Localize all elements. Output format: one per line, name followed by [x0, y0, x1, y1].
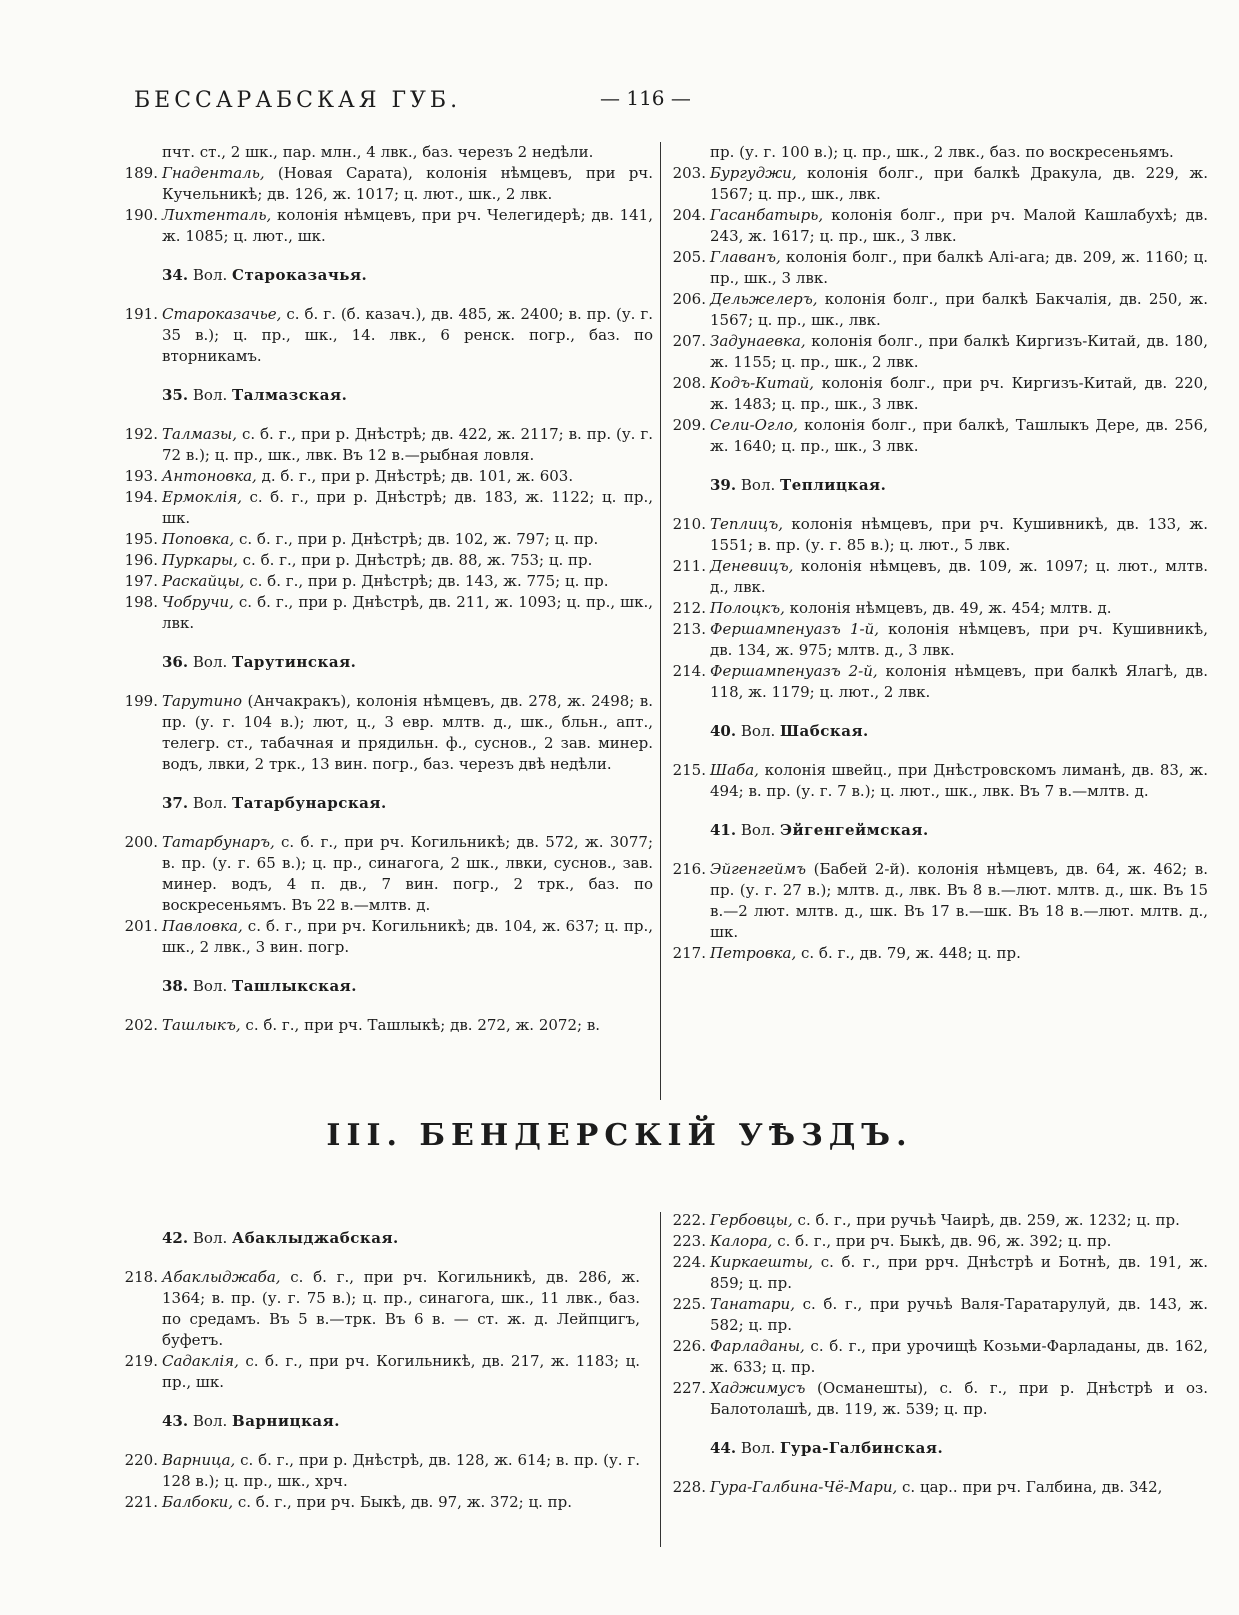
entry-number: 225. — [672, 1295, 706, 1313]
entry-text: с. б. г., дв. 79, ж. 448; ц. пр. — [796, 944, 1021, 962]
volost-number: 44. — [710, 1439, 737, 1457]
settlement-name: Кодъ-Китай, — [710, 374, 815, 392]
entry-number: 221. — [124, 1493, 158, 1511]
entry-number: 197. — [124, 572, 158, 590]
volost-heading — [120, 976, 653, 997]
column-top-left — [120, 142, 653, 1036]
volost-label: Вол. — [192, 1229, 228, 1247]
volost-number: 41. — [710, 821, 737, 839]
entry-number: 189. — [124, 164, 158, 182]
settlement-entry — [120, 691, 653, 775]
entry-text: с. б. г., при ррч. Днѣстрѣ и Ботнѣ, дв. 191, ж. 859; ц. пр. — [710, 1253, 1208, 1292]
settlement-name: Главанъ, — [710, 248, 781, 266]
entry-text: с. б. г., при ручьѣ Чаирѣ, дв. 259, ж. 1232; ц. пр. — [792, 1211, 1180, 1229]
settlement-name: Киркаешты, — [710, 1253, 814, 1271]
settlement-entry — [120, 487, 653, 529]
settlement-entry — [668, 598, 1208, 619]
entry-text: пр. (у. г. 100 в.); ц. пр., шк., 2 лвк., баз. по воскресеньямъ. — [710, 143, 1174, 161]
settlement-entry — [120, 1492, 640, 1513]
settlement-name: Шаба, — [710, 761, 759, 779]
entry-number: 216. — [672, 860, 706, 878]
settlement-entry — [668, 556, 1208, 598]
settlement-name: Фершампенуазъ 1-й, — [710, 620, 879, 638]
entry-number: 208. — [672, 374, 706, 392]
entry-text: с. б. г., при р. Днѣстрѣ; дв. 422, ж. 2117; в. пр. (у. г. 72 в.); ц. пр., шк., лвк. Въ 12 в.—рыбная ловля. — [162, 425, 653, 464]
entry-number: 223. — [672, 1232, 706, 1250]
entry-text: (Османешты), с. б. г., при р. Днѣстрѣ и оз. Балотолашѣ, дв. 119, ж. 539; ц. пр. — [710, 1379, 1208, 1418]
settlement-entry — [668, 205, 1208, 247]
entry-text: с. б. г., при р. Днѣстрѣ, дв. 128, ж. 614; в. пр. (у. г. 128 в.); ц. пр., шк., хрч. — [162, 1451, 640, 1490]
volost-number: 43. — [162, 1412, 189, 1430]
settlement-name: Ташлыкъ, — [162, 1016, 241, 1034]
volost-name: Ташлыкская. — [232, 977, 357, 995]
settlement-entry — [668, 1336, 1208, 1378]
settlement-entry — [668, 514, 1208, 556]
entry-text: с. цар.. при рч. Галбина, дв. 342, — [897, 1478, 1163, 1496]
entry-number: 228. — [672, 1478, 706, 1496]
settlement-entry — [668, 415, 1208, 457]
entry-text: пчт. ст., 2 шк., пар. млн., 4 лвк., баз. черезъ 2 недѣли. — [162, 143, 594, 161]
settlement-name: Староказачье, — [162, 305, 282, 323]
settlement-entry — [120, 163, 653, 205]
settlement-name: Варница, — [162, 1451, 236, 1469]
entry-text: с. б. г., при урочищѣ Козьми-Фарладаны, дв. 162, ж. 633; ц. пр. — [710, 1337, 1208, 1376]
settlement-name: Дельжелеръ, — [710, 290, 818, 308]
entry-text: с. б. г. (б. казач.), дв. 485, ж. 2400; в. пр. (у. г. 35 в.); ц. пр., шк., 14. лвк., 6 ренск. погр., баз. по вторникамъ. — [162, 305, 653, 365]
settlement-entry — [668, 289, 1208, 331]
settlement-name: Калора, — [710, 1232, 773, 1250]
entry-number: 219. — [124, 1352, 158, 1370]
volost-number: 38. — [162, 977, 189, 995]
settlement-entry — [120, 592, 653, 634]
entry-number: 218. — [124, 1268, 158, 1286]
volost-number: 35. — [162, 386, 189, 404]
entry-number: 206. — [672, 290, 706, 308]
entry-text: колонія болг., при балкѣ Алі-ага; дв. 209, ж. 1160; ц. пр., шк., 3 лвк. — [710, 248, 1208, 287]
entry-text: с. б. г., при рч. Когильникѣ; дв. 572, ж. 3077; в. пр. (у. г. 65 в.); ц. пр., синагога, 2 шк., лвки, суснов., зав. минер. водъ, 4 п. дв., 7 вин. погр., 2 трк., баз. по воскресеньямъ. Въ 22 в.—млтв. д. — [162, 833, 653, 914]
settlement-entry — [668, 760, 1208, 802]
settlement-name: Раскайцы, — [162, 572, 245, 590]
settlement-name: Талмазы, — [162, 425, 238, 443]
entry-number: 205. — [672, 248, 706, 266]
volost-name: Шабская. — [780, 722, 869, 740]
settlement-entry — [668, 1210, 1208, 1231]
settlement-entry — [120, 1351, 640, 1393]
entry-text: д. б. г., при р. Днѣстрѣ; дв. 101, ж. 603. — [256, 467, 574, 485]
volost-heading — [668, 1438, 1208, 1459]
volost-name: Тарутинская. — [232, 653, 357, 671]
settlement-name: Хаджимусъ — [710, 1379, 806, 1397]
settlement-entry — [120, 1015, 653, 1036]
page-number: — 116 — — [600, 86, 691, 110]
settlement-name: Гнаденталь, — [162, 164, 265, 182]
settlement-name: Сели-Огло, — [710, 416, 798, 434]
entry-number: 196. — [124, 551, 158, 569]
volost-name: Татарбунарская. — [232, 794, 387, 812]
volost-label: Вол. — [192, 266, 228, 284]
settlement-name: Балбоки, — [162, 1493, 234, 1511]
entry-number: 199. — [124, 692, 158, 710]
settlement-entry — [668, 331, 1208, 373]
entry-text: с. б. г., при ручьѣ Валя-Таратарулуй, дв. 143, ж. 582; ц. пр. — [710, 1295, 1208, 1334]
settlement-name: Теплицъ, — [710, 515, 783, 533]
volost-heading — [668, 721, 1208, 742]
entry-text: колонія швейц., при Днѣстровскомъ лиманѣ, дв. 83, ж. 494; в. пр. (у. г. 7 в.); ц. лют., шк., лвк. Въ 7 в.—млтв. д. — [710, 761, 1208, 800]
volost-heading — [668, 475, 1208, 496]
volost-name: Талмазская. — [232, 386, 348, 404]
entry-text: колонія болг., при балкѣ, Ташлыкъ Дере, дв. 256, ж. 1640; ц. пр., шк., 3 лвк. — [710, 416, 1208, 455]
settlement-name: Гербовцы, — [710, 1211, 793, 1229]
volost-label: Вол. — [192, 386, 228, 404]
entry-number: 200. — [124, 833, 158, 851]
volost-heading — [120, 793, 653, 814]
settlement-name: Полоцкъ, — [710, 599, 785, 617]
settlement-name: Павловка, — [162, 917, 243, 935]
column-divider-bottom — [660, 1212, 661, 1547]
entry-text: (Бабей 2-й). колонія нѣмцевъ, дв. 64, ж. 462; в. пр. (у. г. 27 в.); млтв. д., лвк. Въ 8 в.—лют. млтв. д., шк. Въ 15 в.—2 лют. млтв. д., шк. Въ 17 в.—шк. Въ 18 в.—лют. млтв. д., шк. — [710, 860, 1208, 941]
settlement-entry — [120, 571, 653, 592]
entry-number: 224. — [672, 1253, 706, 1271]
settlement-entry — [668, 163, 1208, 205]
volost-heading — [120, 652, 653, 673]
entry-number: 215. — [672, 761, 706, 779]
settlement-entry — [668, 247, 1208, 289]
settlement-entry — [668, 661, 1208, 703]
entry-text: с. б. г., при р. Днѣстрѣ; дв. 88, ж. 753; ц. пр. — [237, 551, 593, 569]
entry-number: 195. — [124, 530, 158, 548]
settlement-name: Деневицъ, — [710, 557, 794, 575]
entry-number: 222. — [672, 1211, 706, 1229]
entry-number: 204. — [672, 206, 706, 224]
entry-number: 198. — [124, 593, 158, 611]
entry-text: колонія болг., при балкѣ Бакчалія, дв. 250, ж. 1567; ц. пр., шк., лвк. — [710, 290, 1208, 329]
entry-text: колонія болг., при рч. Киргизъ-Китай, дв. 220, ж. 1483; ц. пр., шк., 3 лвк. — [710, 374, 1208, 413]
entry-number: 226. — [672, 1337, 706, 1355]
entry-number: 191. — [124, 305, 158, 323]
settlement-entry — [668, 1252, 1208, 1294]
entry-number: 210. — [672, 515, 706, 533]
volost-label: Вол. — [192, 1412, 228, 1430]
entry-text: (Новая Сарата), колонія нѣмцевъ, при рч. Кучельникѣ; дв. 126, ж. 1017; ц. лют., шк., 2 лвк. — [162, 164, 653, 203]
entry-number: 207. — [672, 332, 706, 350]
settlement-name: Танатари, — [710, 1295, 795, 1313]
settlement-entry — [120, 1267, 640, 1351]
page-header — [120, 88, 1220, 118]
volost-name: Староказачья. — [232, 266, 368, 284]
entry-text: с. б. г., при рч. Быкѣ, дв. 97, ж. 372; ц. пр. — [233, 1493, 573, 1511]
entry-number: 190. — [124, 206, 158, 224]
volost-label: Вол. — [740, 1439, 776, 1457]
volost-number: 40. — [710, 722, 737, 740]
entry-text: колонія болг., при балкѣ Дракула, дв. 229, ж. 1567; ц. пр., шк., лвк. — [710, 164, 1208, 203]
settlement-entry — [120, 424, 653, 466]
volost-name: Гура-Галбинская. — [780, 1439, 944, 1457]
settlement-entry — [120, 916, 653, 958]
settlement-entry — [668, 1477, 1208, 1498]
volost-label: Вол. — [192, 653, 228, 671]
entry-text: с. б. г., при р. Днѣстрѣ; дв. 102, ж. 797; ц. пр. — [234, 530, 599, 548]
settlement-name: Лихтенталь, — [162, 206, 272, 224]
entry-text: с. б. г., при рч. Быкѣ, дв. 96, ж. 392; ц. пр. — [772, 1232, 1112, 1250]
settlement-entry — [668, 373, 1208, 415]
entry-text: (Анчакракъ), колонія нѣмцевъ, дв. 278, ж. 2498; в. пр. (у. г. 104 в.); лют, ц., 3 евр. млтв. д., шк., бльн., апт., телегр. ст., табачная и прядильн. ф., суснов., 2 зав. минер. водъ, лвки, 2 трк., 13 вин. погр., баз. черезъ двѣ недѣли. — [162, 692, 653, 773]
entry-number: 212. — [672, 599, 706, 617]
settlement-name: Бургуджи, — [710, 164, 797, 182]
settlement-name: Чобручи, — [162, 593, 234, 611]
settlement-name: Тарутино — [162, 692, 243, 710]
volost-name: Варницкая. — [232, 1412, 340, 1430]
entry-number: 201. — [124, 917, 158, 935]
entry-continuation — [668, 142, 1208, 163]
entry-number: 193. — [124, 467, 158, 485]
uezd-title: III. БЕНДЕРСКІЙ УѢЗДЪ. — [326, 1118, 913, 1153]
volost-number: 34. — [162, 266, 189, 284]
volost-name: Эйгенгеймская. — [780, 821, 929, 839]
entry-text: колонія нѣмцевъ, при балкѣ Ялагѣ, дв. 118, ж. 1179; ц. лют., 2 лвк. — [710, 662, 1208, 701]
volost-number: 36. — [162, 653, 189, 671]
volost-label: Вол. — [192, 794, 228, 812]
volost-heading — [120, 1228, 640, 1249]
settlement-entry — [668, 1231, 1208, 1252]
entry-text: колонія нѣмцевъ, при рч. Челегидерѣ; дв. 141, ж. 1085; ц. лют., шк. — [162, 206, 653, 245]
settlement-name: Гасанбатырь, — [710, 206, 824, 224]
entry-text: с. б. г., при рч. Когильникѣ, дв. 217, ж. 1183; ц. пр., шк. — [162, 1352, 640, 1391]
column-bottom-left — [120, 1210, 640, 1513]
entry-number: 192. — [124, 425, 158, 443]
entry-text: колонія нѣмцевъ, при рч. Кушивникѣ, дв. 133, ж. 1551; в. пр. (у. г. 85 в.); ц. лют., 5 лвк. — [710, 515, 1208, 554]
volost-name: Абаклыджабская. — [232, 1229, 399, 1247]
column-top-right — [668, 142, 1208, 964]
settlement-entry — [120, 529, 653, 550]
settlement-name: Петровка, — [710, 944, 797, 962]
volost-label: Вол. — [740, 722, 776, 740]
running-title: БЕССАРАБСКАЯ ГУБ. — [134, 88, 462, 113]
entry-text: колонія нѣмцевъ, дв. 109, ж. 1097; ц. лют., млтв. д., лвк. — [710, 557, 1208, 596]
column-bottom-right — [668, 1210, 1208, 1498]
settlement-entry — [668, 619, 1208, 661]
settlement-entry — [668, 943, 1208, 964]
entry-number: 209. — [672, 416, 706, 434]
volost-label: Вол. — [740, 821, 776, 839]
volost-heading — [120, 385, 653, 406]
entry-continuation — [120, 142, 653, 163]
settlement-name: Татарбунаръ, — [162, 833, 275, 851]
volost-name: Теплицкая. — [780, 476, 887, 494]
volost-label: Вол. — [740, 476, 776, 494]
entry-number: 227. — [672, 1379, 706, 1397]
settlement-entry — [120, 832, 653, 916]
volost-heading — [668, 820, 1208, 841]
entry-number: 202. — [124, 1016, 158, 1034]
volost-number: 42. — [162, 1229, 189, 1247]
settlement-name: Гура-Галбина-Чё-Мари, — [710, 1478, 898, 1496]
settlement-name: Фершампенуазъ 2-й, — [710, 662, 878, 680]
settlement-name: Ермоклія, — [162, 488, 243, 506]
settlement-entry — [668, 1294, 1208, 1336]
settlement-name: Абаклыджаба, — [162, 1268, 281, 1286]
entry-text: колонія нѣмцевъ, при рч. Кушивникѣ, дв. 134, ж. 975; млтв. д., 3 лвк. — [710, 620, 1208, 659]
entry-text: с. б. г., при р. Днѣстрѣ, дв. 211, ж. 1093; ц. пр., шк., лвк. — [162, 593, 653, 632]
entry-number: 220. — [124, 1451, 158, 1469]
settlement-name: Антоновка, — [162, 467, 257, 485]
entry-text: с. б. г., при р. Днѣстрѣ; дв. 143, ж. 775; ц. пр. — [244, 572, 609, 590]
settlement-entry — [120, 466, 653, 487]
entry-number: 214. — [672, 662, 706, 680]
settlement-entry — [120, 205, 653, 247]
column-divider-top — [660, 142, 661, 1100]
settlement-name: Эйгенгеймъ — [710, 860, 807, 878]
settlement-entry — [668, 1378, 1208, 1420]
settlement-entry — [120, 1450, 640, 1492]
entry-number: 213. — [672, 620, 706, 638]
settlement-name: Фарладаны, — [710, 1337, 805, 1355]
volost-number: 37. — [162, 794, 189, 812]
volost-heading — [120, 265, 653, 286]
entry-text: с. б. г., при рч. Ташлыкѣ; дв. 272, ж. 2072; в. — [240, 1016, 601, 1034]
volost-label: Вол. — [192, 977, 228, 995]
entry-number: 211. — [672, 557, 706, 575]
entry-number: 203. — [672, 164, 706, 182]
entry-text: с. б. г., при р. Днѣстрѣ; дв. 183, ж. 1122; ц. пр., шк. — [162, 488, 653, 527]
volost-number: 39. — [710, 476, 737, 494]
settlement-entry — [120, 304, 653, 367]
settlement-name: Поповка, — [162, 530, 235, 548]
entry-text: колонія болг., при балкѣ Киргизъ-Китай, дв. 180, ж. 1155; ц. пр., шк., 2 лвк. — [710, 332, 1208, 371]
settlement-name: Садаклія, — [162, 1352, 239, 1370]
settlement-name: Задунаевка, — [710, 332, 806, 350]
entry-number: 217. — [672, 944, 706, 962]
entry-text: с. б. г., при рч. Когильникѣ; дв. 104, ж. 637; ц. пр., шк., 2 лвк., 3 вин. погр. — [162, 917, 653, 956]
entry-number: 194. — [124, 488, 158, 506]
settlement-entry — [120, 550, 653, 571]
volost-heading — [120, 1411, 640, 1432]
settlement-entry — [668, 859, 1208, 943]
entry-text: колонія болг., при рч. Малой Кашлабухѣ; дв. 243, ж. 1617; ц. пр., шк., 3 лвк. — [710, 206, 1208, 245]
settlement-name: Пуркары, — [162, 551, 238, 569]
entry-text: колонія нѣмцевъ, дв. 49, ж. 454; млтв. д. — [784, 599, 1112, 617]
entry-text: с. б. г., при рч. Когильникѣ, дв. 286, ж. 1364; в. пр. (у. г. 75 в.); ц. пр., синагога, шк., 11 лвк., баз. по средамъ. Въ 5 в.—трк. Въ 6 в. — ст. ж. д. Лейпцигъ, буфетъ. — [162, 1268, 640, 1349]
